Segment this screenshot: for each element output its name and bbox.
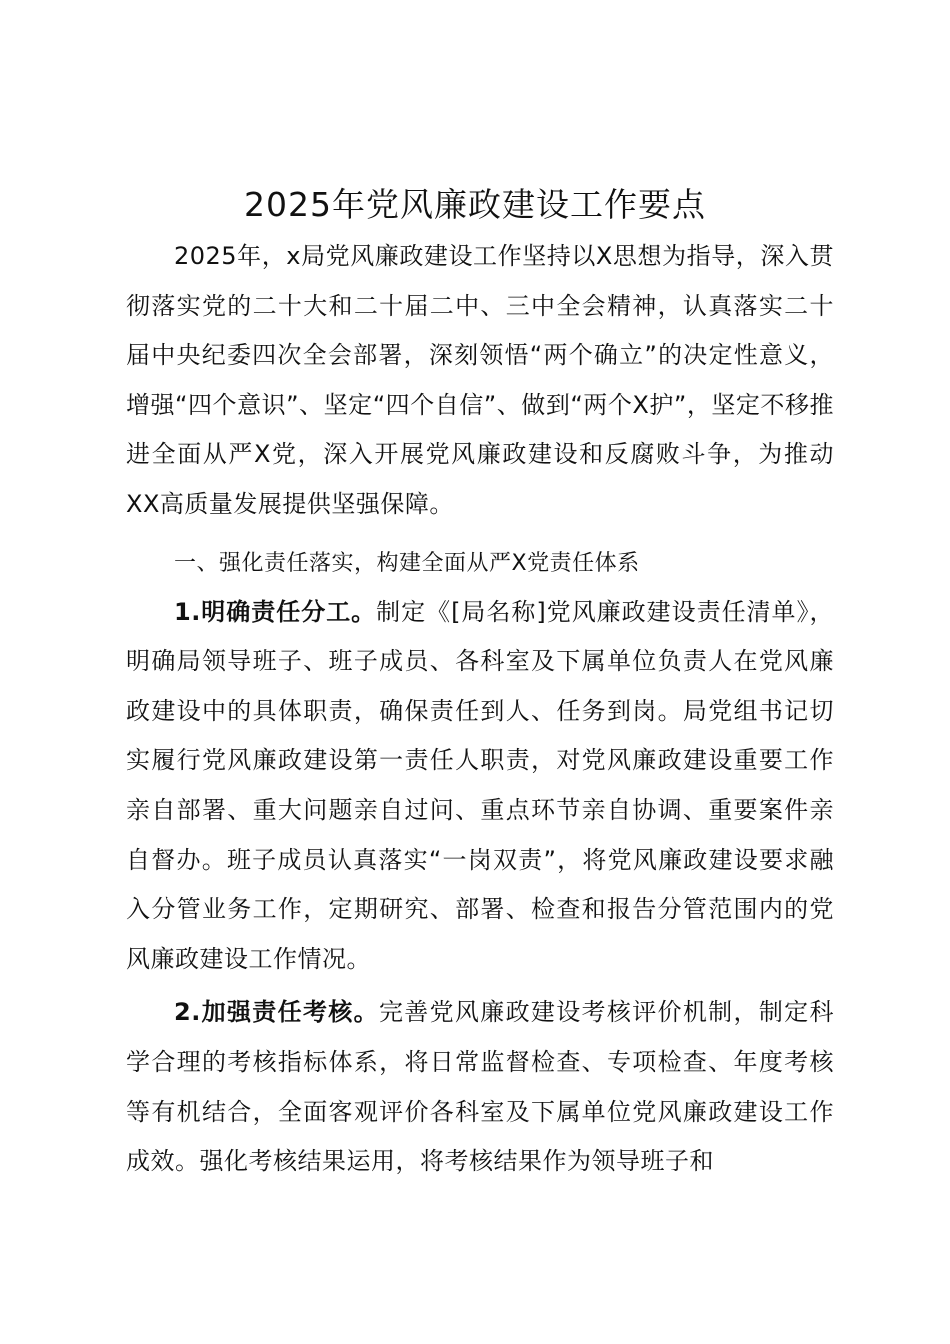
intro-paragraph: 2025年，x局党风廉政建设工作坚持以X思想为指导，深入贯彻落实党的二十大和二十届二中、三中全会精神，认真落实二十届中央纪委四次全会部署，深刻领悟“两个确立”的决定性意义，增强“四个意识”、坚定“四个自信”、做到“两个X护”，坚定不移推进全面从严X党，深入开展党风廉政建设和反腐败斗争，为推动XX高质量发展提供坚强保障。 (126, 242, 834, 518)
document-title: 2025年党风廉政建设工作要点 (244, 185, 706, 224)
section-heading: 一、强化责任落实，构建全面从严X党责任体系 (174, 550, 640, 576)
document-body (126, 232, 834, 1187)
item-paragraph-2 (126, 988, 834, 1186)
item-text-1: 制定《[局名称]党风廉政建设责任清单》，明确局领导班子、班子成员、各科室及下属单位负责人在党风廉政建设中的具体职责，确保责任到人、任务到岗。局党组书记切实履行党风廉政建设第一责任人职责，对党风廉政建设重要工作亲自部署、重大问题亲自过问、重点环节亲自协调、重要案件亲自督办。班子成员认真落实“一岗双责”，将党风廉政建设要求融入分管业务工作，定期研究、部署、检查和报告分管范围内的党风廉政建设工作情况。 (126, 597, 834, 973)
item-lead-2: 2.加强责任考核。 (174, 998, 379, 1027)
item-text-2: 完善党风廉政建设考核评价机制，制定科学合理的考核指标体系，将日常监督检查、专项检查、年度考核等有机结合，全面客观评价各科室及下属单位党风廉政建设工作成效。强化考核结果运用，将考核结果作为领导班子和 (126, 998, 834, 1176)
item-lead-1: 1.明确责任分工。 (174, 597, 377, 626)
item-paragraph-1 (126, 588, 834, 985)
